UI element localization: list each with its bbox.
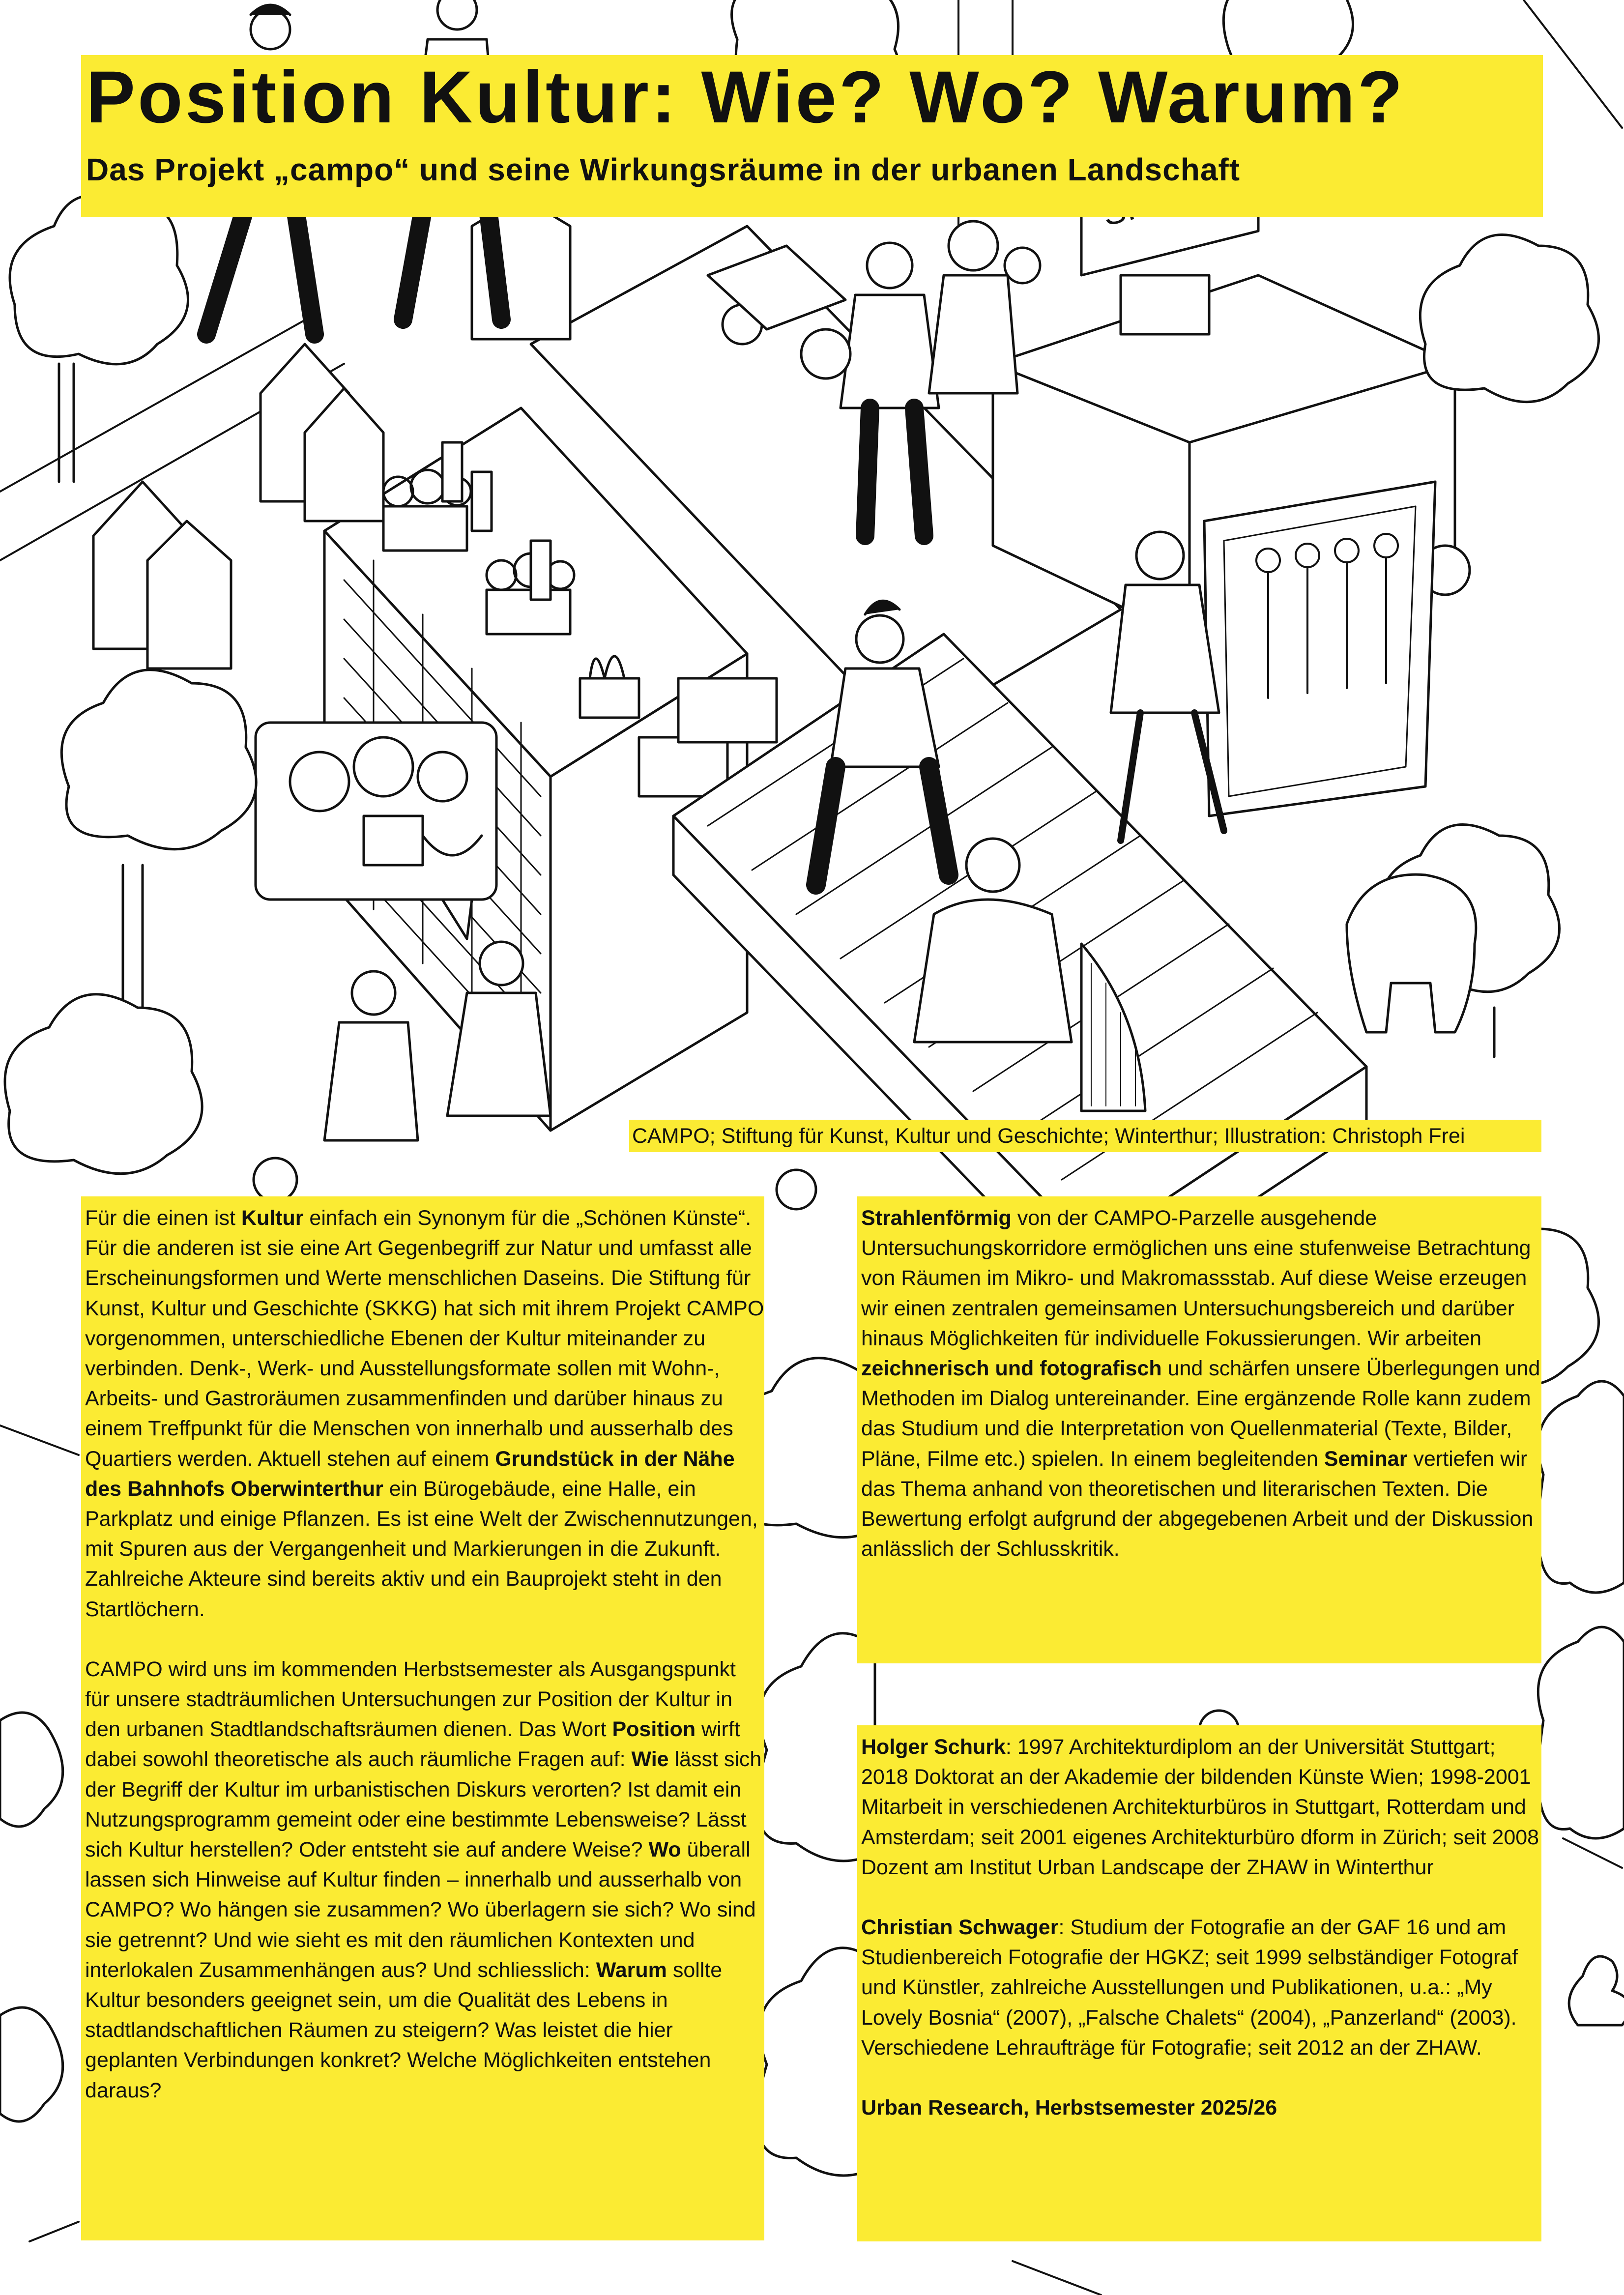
page-title: Position Kultur: Wie? Wo? Warum?: [86, 56, 1405, 138]
tapestry: [1204, 482, 1435, 816]
keyword-wo: Wo: [648, 1838, 681, 1862]
image-credit: CAMPO; Stiftung für Kunst, Kultur und Geschichte; Winterthur; Illustration: Christoph Frei: [629, 1120, 1541, 1152]
questions-paragraph: CAMPO wird uns im kommenden Herbstsemester als Ausgangspunkt für unsere stadträumlichen Untersuchungen zur Position der Kultur in den urbanen Stadtlandschaftsräumen dienen. Das Wort Position wirft dabei sowohl theoretische als auch räumliche Fragen auf: Wie lässt sich der Begriff der Kultur im urbanistischen Diskurs verorten? Ist damit ein Nutzungsprogramm gemeint oder eine bestimmte Lebensweise? Lässt sich Kultur herstellen? Oder entsteht sie auf andere Weise? Wo überall lassen sich Hinweise auf Kultur finden – innerhalb und ausserhalb von CAMPO? Wo hängen sie zusammen? Wo überlagern sie sich? Wo sind sie getrennt? Und wie sieht es mit den räumlichen Kontexten und interlokalen Zusammenhängen aus? Und schliesslich: Warum sollte Kultur besonders geeignet sein, um die Qualität des Lebens in stadtlandschaftlichen Räumen zu steigern? Was leistet die hier geplanten Verbindungen konkret? Welche Möglichkeiten entstehen daraus?: [85, 1657, 762, 2102]
bio-holger-schurk: Holger Schurk: 1997 Architekturdiplom an der Universität Stuttgart; 2018 Doktorat an der Akademie der bildenden Künste Wien; 1998-2001 Mitarbeit in verschiedenen Architekturbüros in Stuttgart, Rotterdam und Amsterdam; seit 2001 eigenes Architekturbüro dform in Zürich; seit 2008 Dozent am Institut Urban Landscape der ZHAW in Winterthur: [861, 1735, 1539, 1879]
method-paragraph: Strahlenförmig von der CAMPO-Parzelle ausgehende Untersuchungskorridore ermöglichen uns eine stufenweise Betrachtung von Räumen im Mikro- und Makromassstab. Auf diese Weise erzeugen wir einen zentralen gemeinsamen Untersuchungsbereich und darüber hinaus Möglichkeiten für individuelle Fokussierungen. Wir arbeiten zeichnerisch und fotografisch und schärfen unsere Überlegungen und Methoden im Dialog untereinander. Eine ergänzende Rolle kann zudem das Studium und die Interpretation von Quellenmaterial (Texte, Bilder, Pläne, Filme etc.) spielen. In einem begleitenden Seminar vertiefen wir das Thema anhand von theoretischen und literarischen Texten. Die Bewertung erfolgt aufgrund der abgegebenen Arbeit und der Diskussion anlässlich der Schlusskritik.: [861, 1206, 1540, 1561]
keyword-warum: Warum: [596, 1958, 667, 1982]
method-text-column: [857, 1196, 1541, 1663]
keyword-grundstueck: Grundstück in der Nähe des Bahnhofs Oberwinterthur: [85, 1447, 735, 1501]
elephant: [1347, 874, 1476, 1032]
title-banner: [81, 55, 1543, 217]
keyword-zeichnerisch: zeichnerisch und fotografisch: [861, 1357, 1162, 1381]
page-subtitle: Das Projekt „campo“ und seine Wirkungsräume in der urbanen Landschaft: [86, 152, 1241, 187]
keyword-position: Position: [612, 1717, 696, 1742]
intro-text-column: [81, 1196, 764, 2240]
bio-christian-schwager: Christian Schwager: Studium der Fotografie an der GAF 16 und am Studienbereich Fotografie der HGKZ; seit 1999 selbständiger Fotograf und Künstler, zahlreiche Ausstellungen und Publikationen, u.a.: „My Lovely Bosnia“ (2007), „Falsche Chalets“ (2004), „Panzerland“ (2003). Verschiedene Lehraufträge für Fotografie; seit 2012 an der ZHAW.: [861, 1916, 1518, 2060]
bio-name: Holger Schurk: [861, 1735, 1006, 1759]
intro-paragraph: Für die einen ist Kultur einfach ein Synonym für die „Schönen Künste“. Für die anderen ist sie eine Art Gegenbegriff zur Natur und umfasst alle Erscheinungsformen und Werte menschlichen Daseins. Die Stiftung für Kunst, Kultur und Geschichte (SKKG) hat sich mit ihrem Projekt CAMPO vorgenommen, unterschiedliche Ebenen der Kultur miteinander zu verbinden. Denk-, Werk- und Ausstellungsformate sollen mit Wohn-, Arbeits- und Gastroräumen zusammenfinden und darüber hinaus zu einem Treffpunkt für die Menschen von innerhalb und ausserhalb des Quartiers werden. Aktuell stehen auf einem Grundstück in der Nähe des Bahnhofs Oberwinterthur ein Bürogebäude, eine Halle, ein Parkplatz und einige Pflanzen. Es ist eine Welt der Zwischennutzungen, mit Spuren aus der Vergangenheit und Markierungen in die Zukunft. Zahlreiche Akteure sind bereits aktiv und ein Bauprojekt steht in den Startlöchern.: [85, 1206, 764, 1621]
bios-text-column: [857, 1725, 1541, 2241]
keyword-wie: Wie: [631, 1747, 669, 1772]
keyword-kultur: Kultur: [241, 1206, 304, 1230]
keyword-seminar: Seminar: [1324, 1447, 1408, 1471]
keyword-strahlenfoermig: Strahlenförmig: [861, 1206, 1012, 1230]
bio-name: Christian Schwager: [861, 1916, 1059, 1940]
duck: [1569, 1956, 1624, 2025]
course-footer: Urban Research, Herbstsemester 2025/26: [861, 2096, 1277, 2120]
